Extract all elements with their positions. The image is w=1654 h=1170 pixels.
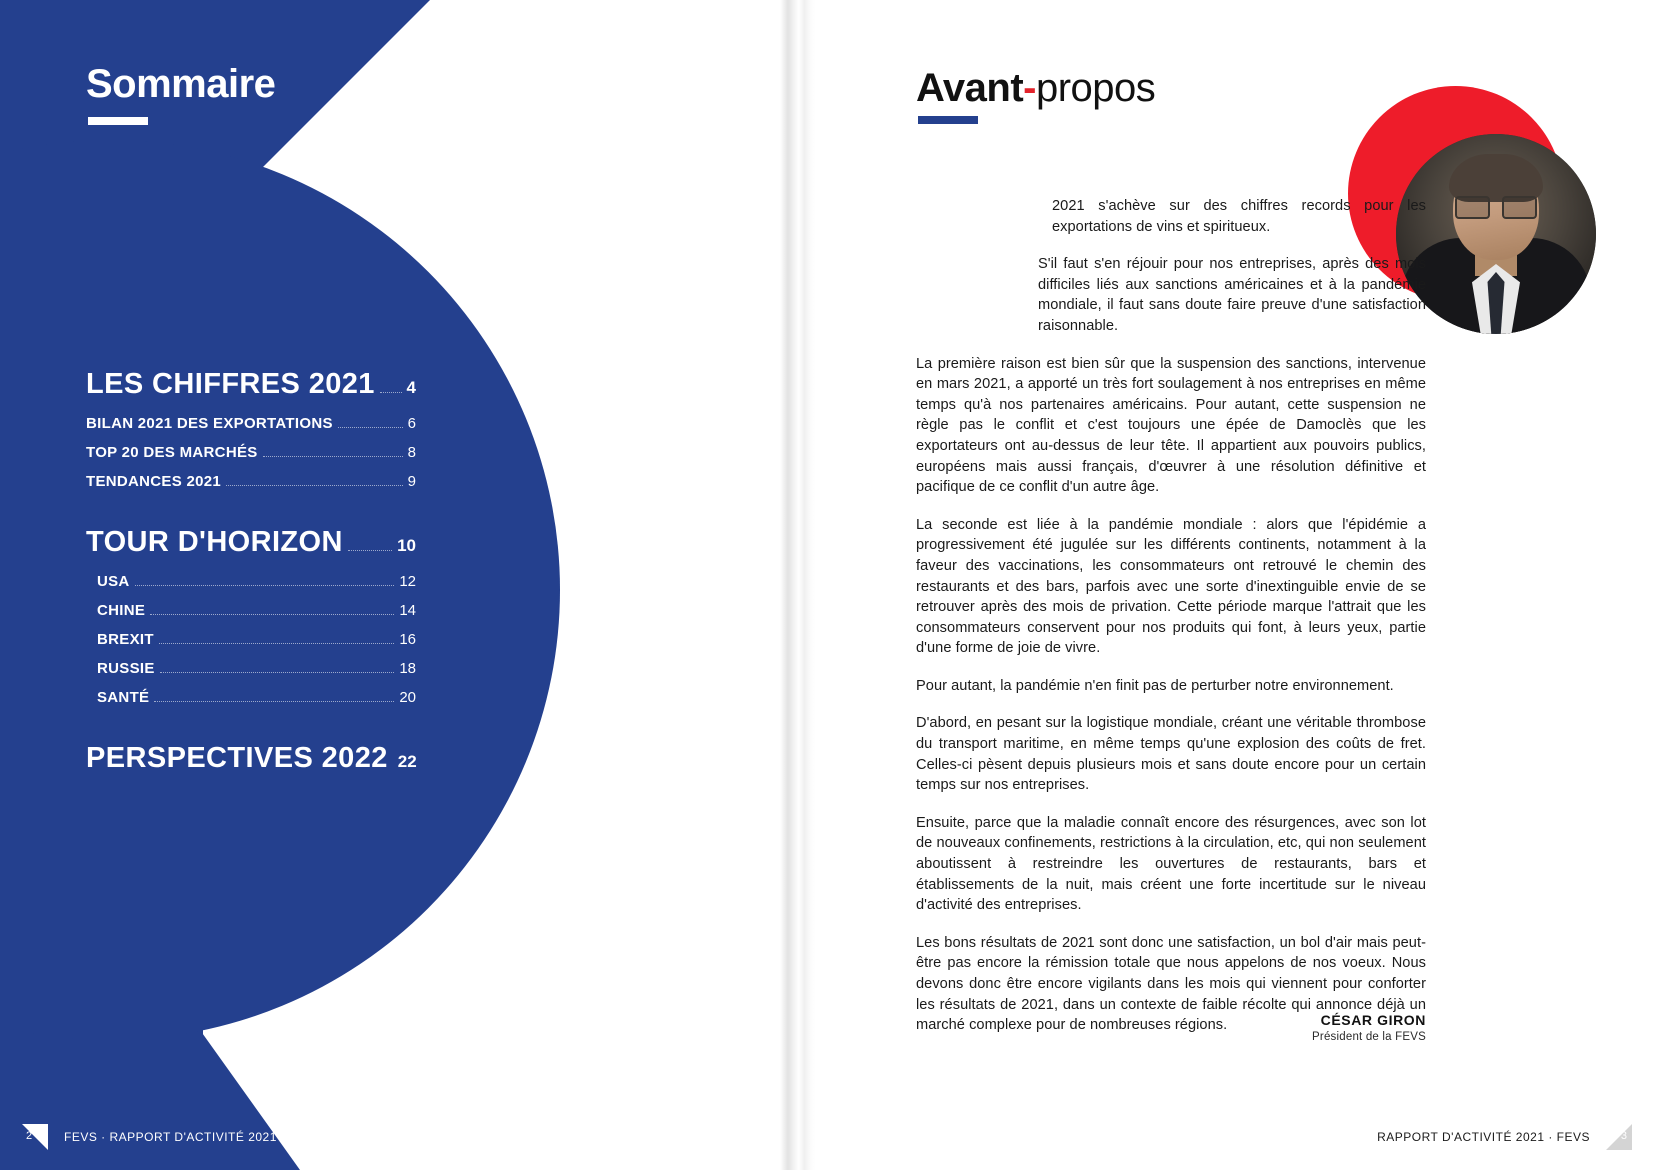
toc-label: USA	[97, 573, 130, 590]
glasses-icon	[1455, 196, 1537, 216]
toc-leader-dots	[135, 584, 395, 586]
toc-entry-tour-d-horizon[interactable]	[86, 526, 416, 559]
paragraph: La seconde est liée à la pandémie mondiale : alors que l'épidémie a progressivement été jugulée sur les différents continents, notamment à la faveur des vaccinations, les consommateurs ont retrouvé le chemin des restaurants et des bars, parfois avec une sorte d'inextinguible envie de se retrouver après des mois de privation. Cette période marque l'attrait que les consommateurs conservent pour nos produits qui font, à leurs yeux, partie d'une forme de joie de vivre.	[916, 516, 1426, 657]
toc-entry-tendances-2021[interactable]	[86, 473, 416, 491]
author-signature	[916, 1012, 1426, 1043]
toc-entry-brexit[interactable]	[86, 631, 416, 649]
avatar	[1396, 134, 1596, 334]
toc-entry-top-20-des-marches[interactable]	[86, 444, 416, 462]
footer-page-number: 2	[26, 1130, 33, 1142]
toc-label: BILAN 2021 DES EXPORTATIONS	[86, 415, 333, 432]
toc-entry-chine[interactable]	[86, 602, 416, 620]
toc-label: PERSPECTIVES 2022	[86, 742, 388, 774]
page-title-light-part: propos	[1035, 66, 1156, 110]
page-title-hyphen: -	[1023, 66, 1036, 110]
toc-entry-sante[interactable]	[86, 689, 416, 707]
author-role: Président de la FEVS	[1312, 1031, 1426, 1043]
footer-page-number: 3	[1620, 1130, 1627, 1142]
toc-page-number: 4	[406, 378, 416, 397]
toc-spacer	[86, 708, 416, 742]
paragraph: La première raison est bien sûr que la suspension des sanctions, intervenue en mars 2021, a apporté un très fort soulagement à nos entreprises en même temps qu'à nos partenaires américains. Pour autant, cette suspension ne règle pas le conflit et c'est toujours une épée de Damoclès que les exportateurs ont au-dessus de leur tête. Il appartient aux pouvoirs publics, européens mais aussi français, d'œuvrer à une résolution définitive et pacifique de ce conflit d'un autre âge.	[916, 355, 1426, 496]
toc-entry-russie[interactable]	[86, 660, 416, 678]
footer-text: FEVS · RAPPORT D'ACTIVITÉ 2021	[64, 1130, 277, 1144]
page-number-corner-tag	[1606, 1124, 1632, 1150]
toc-spacer	[86, 621, 416, 631]
left-page-footer	[22, 1124, 277, 1150]
paragraph: Ensuite, parce que la maladie connaît encore des résurgences, avec son lot de nouveaux confinements, restrictions à la circulation, etc, qui non seulement aboutissent à restreindre les ouvertures de restaurants, bars et établissements de la nuit, mais créent une forte incertitude sur le niveau d'activité des entreprises.	[916, 814, 1426, 914]
toc-page-number: 14	[399, 602, 416, 619]
toc-page-number: 16	[399, 631, 416, 648]
right-page-avant-propos	[816, 0, 1654, 1170]
toc-leader-dots	[380, 391, 402, 393]
toc-label: TOUR D'HORIZON	[86, 526, 343, 558]
page-number-corner-tag	[22, 1124, 48, 1150]
title-underline-rule	[918, 116, 978, 124]
toc-entry-perspectives-2022[interactable]	[86, 742, 416, 775]
toc-leader-dots	[226, 484, 403, 486]
toc-leader-dots	[160, 671, 395, 673]
toc-page-number: 22	[397, 752, 417, 771]
toc-leader-dots	[159, 642, 395, 644]
toc-spacer	[86, 434, 416, 444]
page-title: Sommaire	[86, 62, 276, 106]
toc-spacer	[86, 492, 416, 526]
toc-leader-dots	[338, 426, 403, 428]
toc-spacer	[86, 650, 416, 660]
toc-label: BREXIT	[97, 631, 154, 648]
toc-leader-dots	[154, 700, 394, 702]
toc-label: SANTÉ	[97, 689, 150, 706]
toc-spacer	[86, 463, 416, 473]
left-page-content	[0, 0, 780, 1170]
toc-page-number: 10	[397, 536, 416, 555]
toc-leader-dots	[150, 613, 394, 615]
toc-spacer	[86, 592, 416, 602]
paragraph: Pour autant, la pandémie n'en finit pas de perturber notre environnement.	[916, 677, 1394, 694]
toc-entry-bilan-2021-des-exportations[interactable]	[86, 415, 416, 433]
portrait-hair	[1449, 154, 1543, 202]
paragraph: 2021 s'achève sur des chiffres records pour les exportations de vins et spiritueux.	[1052, 198, 1426, 235]
toc-entry-usa[interactable]	[86, 573, 416, 591]
toc-page-number: 12	[399, 573, 416, 590]
title-underline-rule	[88, 117, 148, 125]
left-page-sommaire	[0, 0, 780, 1170]
right-page-footer	[1377, 1124, 1632, 1150]
page-title-bold-part: Avant	[916, 66, 1024, 110]
page-gutter-shadow	[780, 0, 816, 1170]
toc-label: LES CHIFFRES 2021	[86, 368, 375, 400]
toc-entry-les-chiffres-2021[interactable]	[86, 368, 416, 401]
table-of-contents	[86, 368, 416, 779]
toc-spacer	[86, 679, 416, 689]
paragraph: Les bons résultats de 2021 sont donc une satisfaction, un bol d'air mais peut-être pas encore la rémission totale que nous appelons de nos voeux. Nous devons donc être encore vigilants dans les mois qui viennent pour conforter les résultats de 2021, dans un contexte de faible récolte qui annonce déjà un marché complexe pour de nombreuses régions.	[916, 934, 1426, 1034]
toc-label: RUSSIE	[97, 660, 155, 677]
avant-propos-body	[916, 196, 1426, 1053]
footer-text: RAPPORT D'ACTIVITÉ 2021 · FEVS	[1377, 1130, 1590, 1144]
toc-label: TOP 20 DES MARCHÉS	[86, 444, 258, 461]
toc-page-number: 8	[407, 444, 416, 461]
toc-spacer	[86, 563, 416, 573]
paragraph: S'il faut s'en réjouir pour nos entreprises, après des mois difficiles liés aux sanctions américaines et à la pandémie mondiale, il faut sans doute faire preuve d'une satisfaction raisonnable.	[1038, 256, 1426, 334]
toc-label: TENDANCES 2021	[86, 473, 222, 490]
toc-page-number: 6	[407, 415, 416, 432]
toc-page-number: 18	[399, 660, 416, 677]
toc-label: CHINE	[97, 602, 146, 619]
toc-leader-dots	[263, 455, 403, 457]
author-name: CÉSAR GIRON	[1320, 1012, 1426, 1028]
toc-spacer	[86, 405, 416, 415]
toc-page-number: 9	[407, 473, 416, 490]
toc-leader-dots	[348, 549, 392, 551]
page-title	[916, 66, 1155, 111]
toc-page-number: 20	[399, 689, 416, 706]
paragraph: D'abord, en pesant sur la logistique mondiale, créant une véritable thrombose du transport maritime, en même temps qu'une explosion des coûts de fret. Celles-ci pèsent depuis plusieurs mois et sans doute encore pour un certain temps sur nos entreprises.	[916, 715, 1426, 794]
